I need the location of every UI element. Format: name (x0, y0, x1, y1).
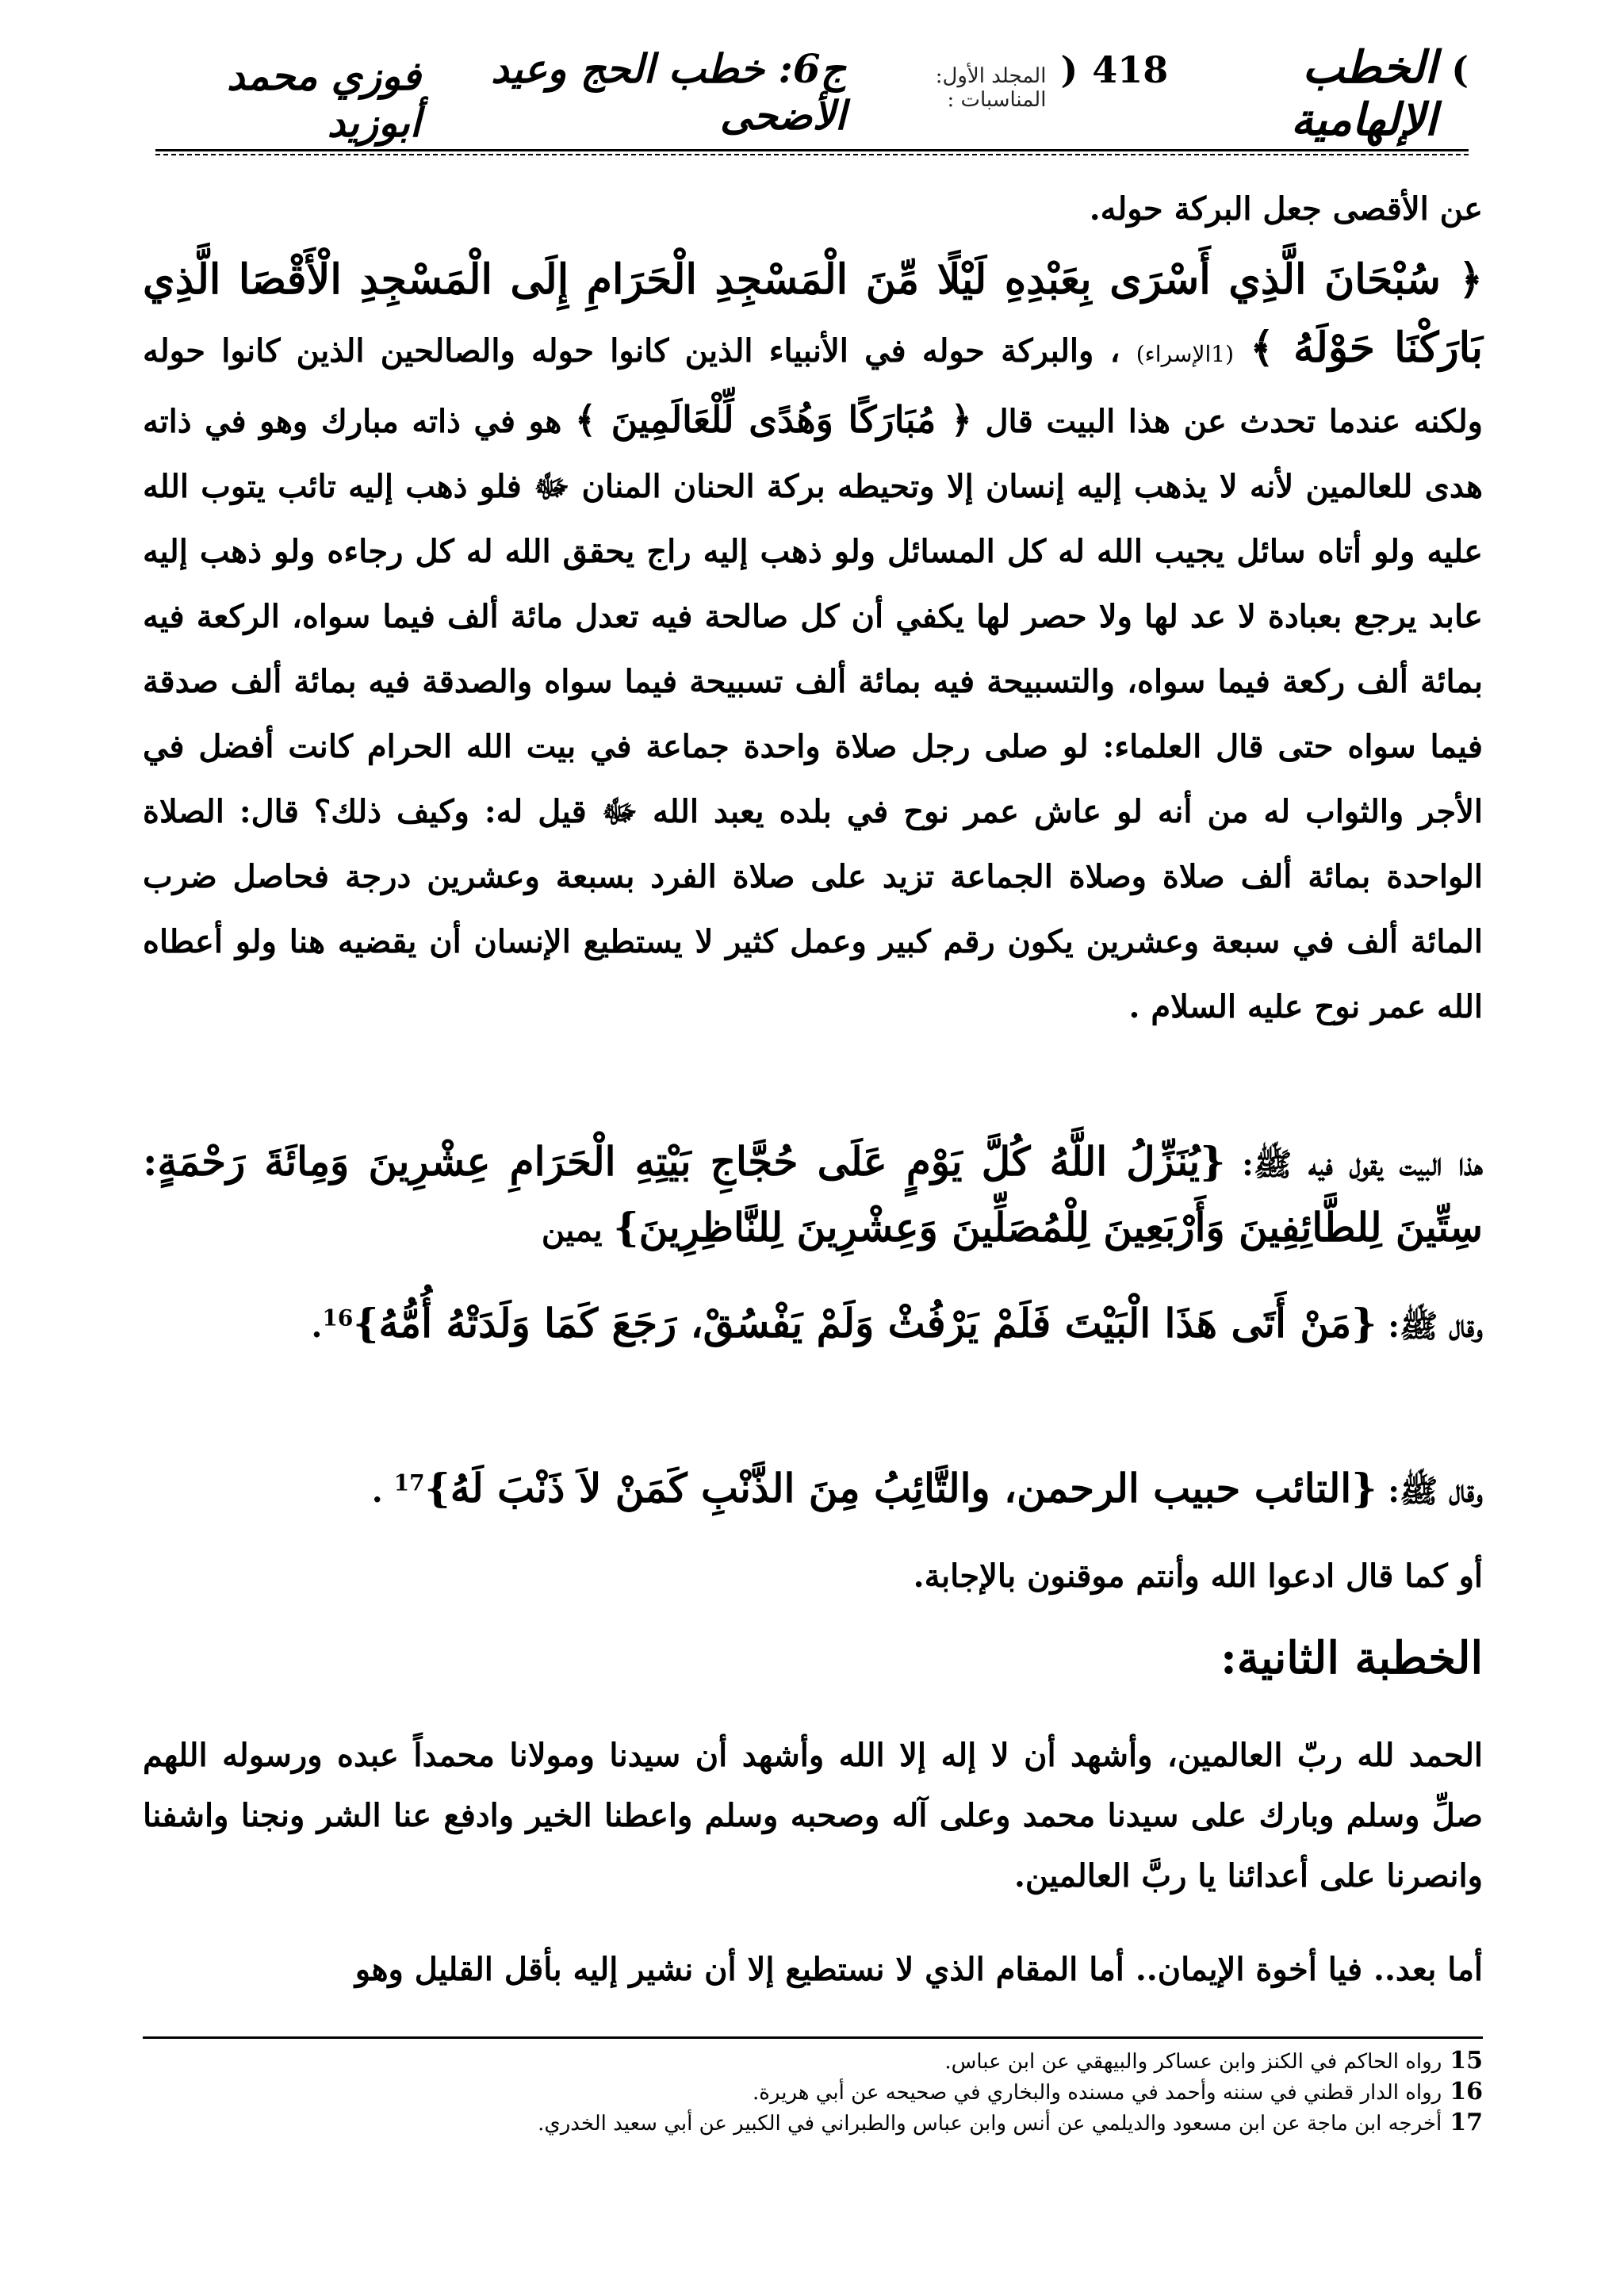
paragraph-hadith-3: وقال ﷺ: {التائب حبيب الرحمن، والتَّائِبُ مِنَ الذَّنْبِ كَمَنْ لاَ ذَنْبَ لَهُ}$^{17}$ . (371, 1465, 1483, 1511)
footnote-item: 17أخرجه ابن ماجة عن ابن مسعود والديلمي عن أنس وابن عباس والطبراني في الكبير عن أبي سعيد الخدري. (538, 2109, 1483, 2136)
header-paren-close: ( (1060, 48, 1078, 91)
paragraph-2 (143, 247, 1534, 1040)
hadith-3-lead: وقال ﷺ: (1388, 1473, 1483, 1510)
paragraph-second-khutba: الحمد لله ربّ العالمين، وأشهد أن لا إله إلا الله وأشهد أن سيدنا ومولانا محمداً عبده ورسوله اللهم صلِّ وسلم وبارك على سيدنا محمد وعلى آله وصحبه وسلم واعطنا الخير وادفع عنا الشر ونجنا واشفنا وانصرنا على أعدائنا يا ربَّ العالمين. (143, 1737, 1484, 1894)
quran-verse-1-ref: (1الإسراء) (1136, 341, 1235, 367)
hadith-1: {يُنَزِّلُ اللَّهُ كُلَّ يَوْمٍ عَلَى حُجَّاجِ بَيْتِهِ الْحَرَامِ عِشْرِينَ وَمِائَةَ رَحْمَةٍ: سِتِّينَ لِلطَّائِفِينَ وَأَرْبَعِينَ لِلْمُصَلِّينَ وَعِشْرِينَ لِلنَّاظِرِينَ} (143, 1138, 1483, 1251)
section-heading: الخطبة الثانية: (1220, 1632, 1483, 1684)
footnote-ref-16: 16 (322, 1304, 354, 1331)
header-volume-label: المجلد الأول: المناسبات : (935, 64, 1047, 112)
footnote-item: 16رواه الدار قطني في سننه وأحمد في مسنده والبخاري في صحيحه عن أبي هريرة. (752, 2078, 1483, 2105)
paragraph-hadith-1 (143, 1129, 1534, 1261)
header-book-title: الخطب الإلهامية (1290, 41, 1438, 146)
header-author: فوزي محمد أبوزيد (227, 52, 421, 146)
footnote-item: 15رواه الحاكم في الكنز وابن عساكر والبيهقي عن ابن عباس. (944, 2047, 1483, 2075)
header-right-group (421, 41, 1469, 146)
quran-verse-1: ﴿ سُبْحَانَ الَّذِي أَسْرَى بِعَبْدِهِ لَيْلًا مِّنَ الْمَسْجِدِ الْحَرَامِ إِلَى الْمَسْجِدِ الْأَقْصَا الَّذِي بَارَكْنَا حَوْلَهُ ﴾ (143, 255, 1483, 372)
header-part-label: ج6: خطب الحج وعيد الأضحى (491, 45, 846, 139)
footnote-ref-17: 17 (393, 1469, 425, 1496)
hadith-2-lead: وقال ﷺ: (1388, 1308, 1483, 1345)
hadith-1-lead: هذا البيت يقول فيه ﷺ: (1242, 1146, 1483, 1183)
paragraph-2-text: ، والبركة حوله في الأنبياء الذين كانوا حوله والصالحين الذين كانوا حوله ولكنه عندما تحدث عن هذا البيت قال (143, 332, 1483, 440)
hadith-1-note: يمين (541, 1212, 603, 1249)
page-header (155, 41, 1469, 146)
paragraph-3-text: هو في ذاته مبارك وهو في ذاته هدى للعالمين لأنه لا يذهب إليه إنسان إلا وتحيطه بركة الحنان المنان ﷻ فلو ذهب إليه تائب يتوب الله عليه ولو أتاه سائل يجيب الله له كل المسائل ولو ذهب إليه راج يحقق الله له كل رجاءه ولو ذهب إليه عابد يرجع بعبادة لا عد لها ولا حصر لها يكفي أن كل صالحة فيه تعدل مائة ألف فيما سواه، الركعة فيه بمائة ألف ركعة فيما سواه، والتسبيحة فيه بمائة ألف تسبيحة فيما سواه والصدقة فيه بمائة ألف صدقة فيما سواه حتى قال العلماء: لو صلى رجل صلاة واحدة جماعة في بيت الله الحرام كانت أفضل في الأجر والثواب له من أنه لو عاش عمر نوح في بلده يعبد الله ﷻ قيل له: وكيف ذلك؟ قال: الصلاة الواحدة بمائة ألف صلاة وصلاة الجماعة تزيد على صلاة الفرد بسبعة وعشرين درجة فحاصل ضرب المائة ألف في سبعة وعشرين يكون رقم كبير وعمل كثير لا يستطيع الإنسان أن يقضيه هنا ولو أعطاه الله عمر نوح عليه السلام . (143, 403, 1483, 1025)
header-rule (155, 149, 1469, 151)
paragraph-final: أما بعد.. فيا أخوة الإيمان.. أما المقام الذي لا نستطيع إلا أن نشير إليه بأقل القليل وهو (354, 1951, 1483, 1988)
footnote-rule (143, 2036, 1483, 2039)
hadith-2: {مَنْ أَتَى هَذَا الْبَيْتَ فَلَمْ يَرْفُثْ وَلَمْ يَفْسُقْ، رَجَعَ كَمَا وَلَدَتْهُ أُمُّهُ} (353, 1300, 1377, 1347)
header-rule-dashed (155, 154, 1469, 155)
header-paren-open: ) (1451, 48, 1469, 91)
header-page-number: 418 (1092, 48, 1169, 91)
paragraph-hadith-2: وقال ﷺ: {مَنْ أَتَى هَذَا الْبَيْتَ فَلَمْ يَرْفُثْ وَلَمْ يَفْسُقْ، رَجَعَ كَمَا وَلَدَتْهُ أُمُّهُ}$^{16}$. (311, 1300, 1483, 1347)
quran-verse-2: ﴿ مُبَارَكًا وَهُدًى لِّلْعَالَمِينَ ﴾ (574, 398, 972, 441)
footnotes (143, 2046, 1483, 2139)
hadith-3: {التائب حبيب الرحمن، والتَّائِبُ مِنَ الذَّنْبِ كَمَنْ لاَ ذَنْبَ لَهُ} (424, 1465, 1377, 1511)
paragraph-closing: أو كما قال ادعوا الله وأنتم موقنون بالإجابة. (913, 1557, 1483, 1595)
paragraph-1: عن الأقصى جعل البركة حوله. (1089, 190, 1483, 228)
